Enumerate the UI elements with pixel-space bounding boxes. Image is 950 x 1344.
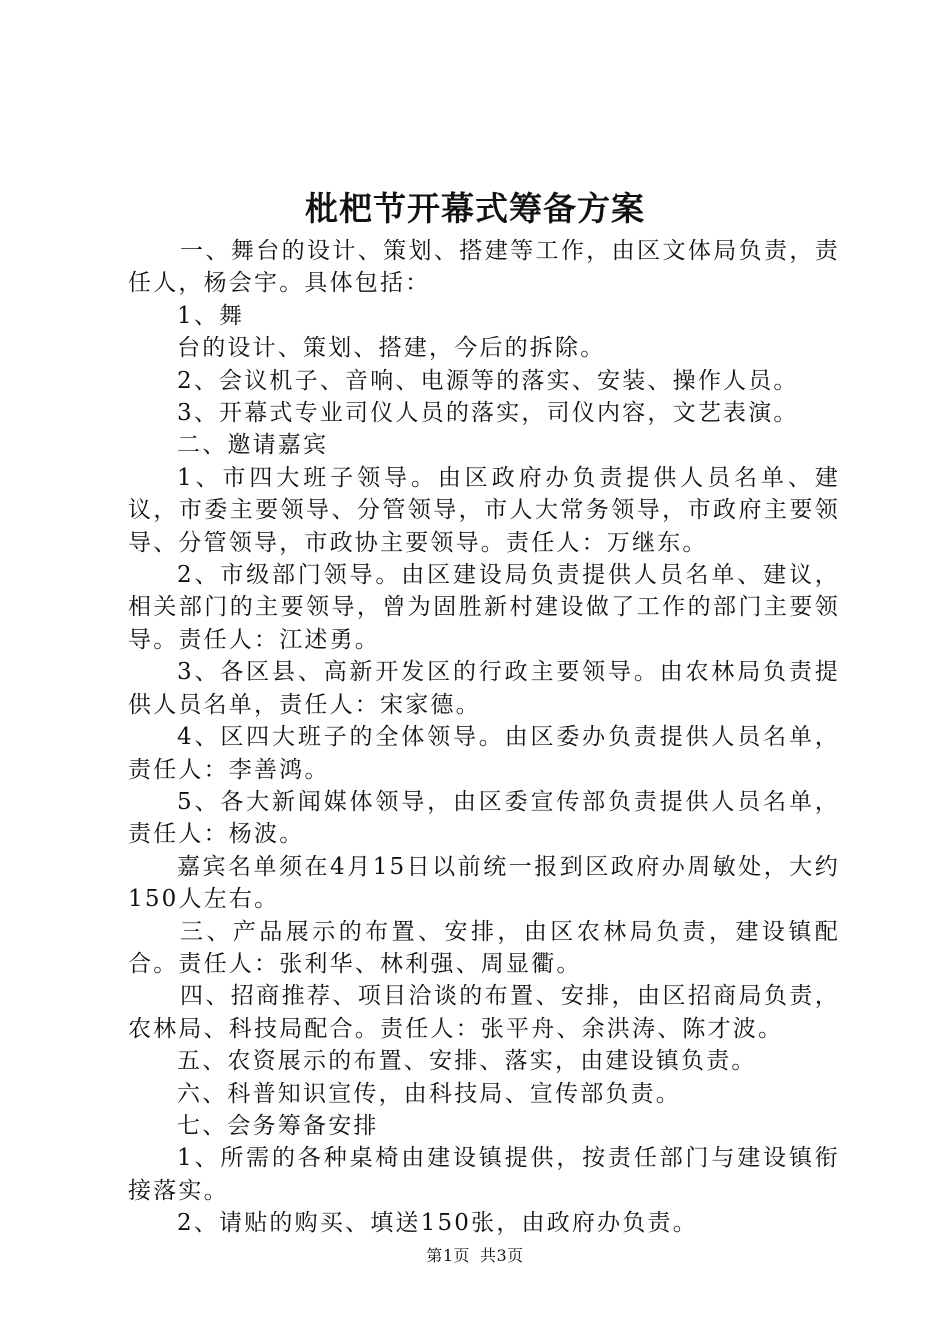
paragraph-section-6: 六、科普知识宣传，由科技局、宣传部负责。 [177, 1080, 681, 1107]
paragraph-item-7-2: 2、请贴的购买、填送150张，由政府办负责。 [177, 1210, 698, 1237]
paragraph-item-2-1: 1、市四大班子领导。由区政府办负责提供人员名单、建议，市委主要领导、分管领导，市人大常务领导，市政府主要领导、分管领导，市政协主要领导。责任人：万继东。 [128, 464, 840, 556]
paragraph-section-5: 五、农资展示的布置、安排、落实，由建设镇负责。 [177, 1048, 757, 1075]
page-number-current: 第1页 [426, 1246, 470, 1265]
paragraph-guest-list-note: 嘉宾名单须在4月15日以前统一报到区政府办周敏处，大约150人左右。 [128, 853, 840, 913]
document-body [128, 235, 840, 1240]
paragraph-section-1: 一、舞台的设计、策划、搭建等工作，由区文体局负责，责任人，杨会宇。具体包括： [128, 238, 840, 297]
paragraph-item-2-5: 5、各大新闻媒体领导，由区委宣传部负责提供人员名单，责任人：杨波。 [128, 788, 840, 848]
paragraph-section-7: 七、会务筹备安排 [177, 1112, 379, 1139]
page-footer [0, 1245, 950, 1267]
paragraph-item-1-3: 3、开幕式专业司仪人员的落实，司仪内容，文艺表演。 [177, 400, 799, 427]
page-number-total: 共3页 [480, 1246, 524, 1265]
paragraph-item-1-1: 1、舞 [177, 302, 245, 329]
document-title: 枇杷节开幕式筹备方案 [305, 189, 645, 228]
paragraph-item-1-2: 2、会议机子、音响、电源等的落实、安装、操作人员。 [177, 367, 799, 394]
paragraph-section-2: 二、邀请嘉宾 [177, 432, 329, 459]
paragraph-section-3: 三、产品展示的布置、安排，由区农林局负责，建设镇配合。责任人：张利华、林利强、周显衢。 [128, 918, 840, 977]
paragraph-item-2-3: 3、各区县、高新开发区的行政主要领导。由农林局负责提供人员名单，责任人：宋家德。 [128, 659, 840, 718]
paragraph-item-7-1: 1、所需的各种桌椅由建设镇提供，按责任部门与建设镇衔接落实。 [128, 1145, 840, 1204]
paragraph-item-1-1-cont: 台的设计、策划、搭建，今后的拆除。 [177, 335, 606, 362]
paragraph-section-4: 四、招商推荐、项目洽谈的布置、安排，由区招商局负责，农林局、科技局配合。责任人：张平舟、余洪涛、陈才波。 [128, 983, 840, 1042]
paragraph-item-2-4: 4、区四大班子的全体领导。由区委办负责提供人员名单，责任人：李善鸿。 [128, 724, 840, 783]
paragraph-item-2-2: 2、市级部门领导。由区建设局负责提供人员名单、建议，相关部门的主要领导，曾为固胜新村建设做了工作的部门主要领导。责任人：江述勇。 [128, 562, 840, 653]
